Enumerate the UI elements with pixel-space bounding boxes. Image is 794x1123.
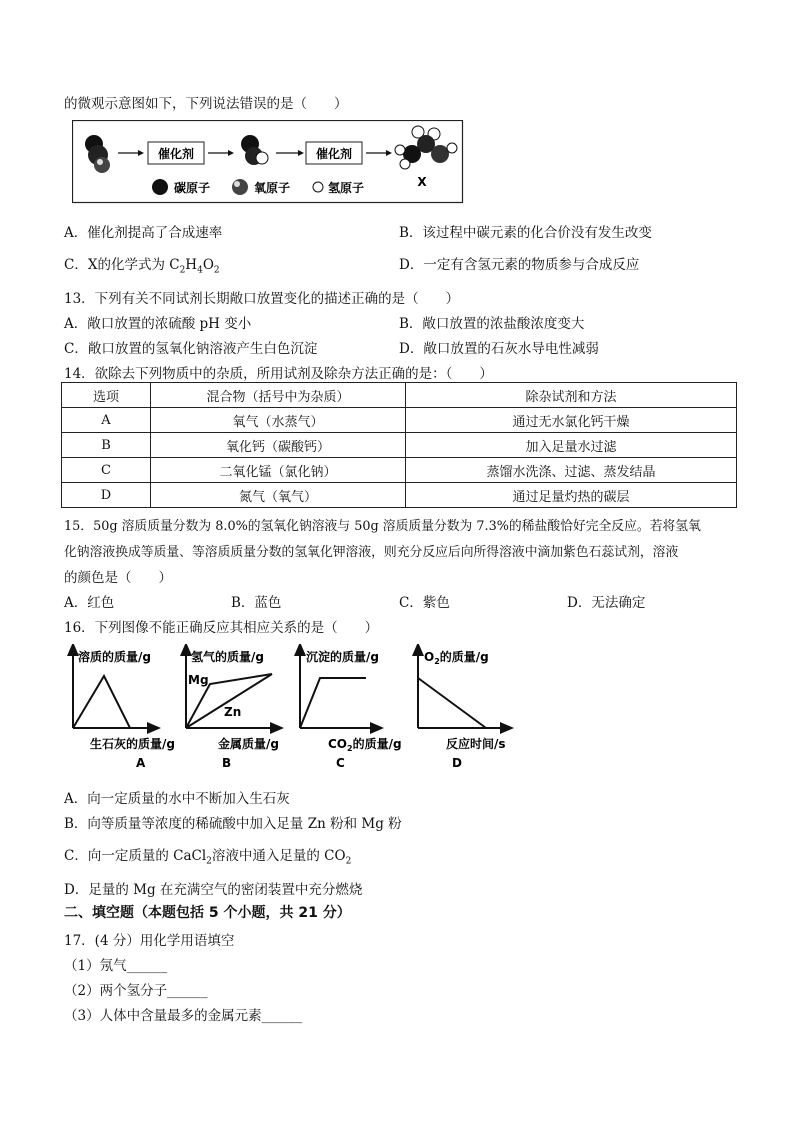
q16-option-d: D．足量的 Mg 在充满空气的密闭装置中充分燃烧 xyxy=(64,882,363,898)
table-row xyxy=(62,458,737,483)
legend-carbon: 碳原子 xyxy=(174,181,211,195)
table-cell: 氧气（水蒸气） xyxy=(151,408,406,433)
graph-b-ylabel: 氢气的质量/g xyxy=(191,650,264,664)
graph-d xyxy=(418,648,508,770)
q15-stem-line-1: 15．50g 溶质质量分数为 8.0%的氢氧化钠溶液与 50g 溶质质量分数为 7.3%的稀盐酸恰好完全反应。若将氢氧 xyxy=(64,519,701,534)
graph-c-letter: C xyxy=(336,756,345,770)
q12-stem: 的微观示意图如下，下列说法错误的是（ ） xyxy=(64,96,348,112)
q15-stem-line-3: 的颜色是（ ） xyxy=(64,570,172,586)
table-header-cell: 选项 xyxy=(62,383,151,408)
q15-option-a: A．红色 xyxy=(64,595,115,611)
q17-item-3: （3）人体中含量最多的金属元素______ xyxy=(64,1008,303,1024)
table-cell: B xyxy=(62,433,151,458)
table-cell: 加入足量水过滤 xyxy=(406,433,737,458)
table-cell: 二氧化锰（氯化钠） xyxy=(151,458,406,483)
oxygen-atom-icon xyxy=(232,179,248,195)
q15-stem-line-2: 化钠溶液换成等质量、等溶质质量分数的氢氧化钾溶液，则充分反应后向所得溶液中滴加紫色石蕊试剂，溶液 xyxy=(64,545,679,560)
graph-a-xlabel: 生石灰的质量/g xyxy=(90,737,175,751)
graph-d-ylabel: $O_2$的质量/g xyxy=(424,650,489,666)
arrow-icon xyxy=(366,150,392,156)
catalyst-label-2: 催化剂 xyxy=(315,147,353,161)
graph-b-curve-mg: Mg xyxy=(188,673,209,687)
table-cell: 蒸馏水洗涤、过滤、蒸发结晶 xyxy=(406,458,737,483)
q16-stem: 16．下列图像不能正确反应其相应关系的是（ ） xyxy=(64,620,379,636)
carbon-atom-icon xyxy=(152,179,168,195)
graph-c xyxy=(300,648,402,770)
table-header-row xyxy=(62,383,737,408)
catalyst-label-1: 催化剂 xyxy=(157,147,195,161)
legend-oxygen: 氧原子 xyxy=(254,181,291,195)
q16-graphs xyxy=(60,644,520,772)
graph-b-letter: B xyxy=(222,756,232,770)
graph-d-letter: D xyxy=(452,756,462,770)
hydrogen-atom-icon xyxy=(313,182,323,192)
table-row xyxy=(62,408,737,433)
x-label: X xyxy=(417,175,427,189)
q17-item-1: （1）氖气______ xyxy=(64,958,168,974)
table-cell: A xyxy=(62,408,151,433)
table-cell: C xyxy=(62,458,151,483)
table-row xyxy=(62,483,737,508)
molecule-co-icon xyxy=(85,135,110,173)
q13-option-a: A．敞口放置的浓硫酸 pH 变小 xyxy=(64,316,252,332)
q14-stem: 14．欲除去下列物质中的杂质，所用试剂及除杂方法正确的是：（ ） xyxy=(64,366,493,382)
table-cell: D xyxy=(62,483,151,508)
q16-option-b: B．向等质量等浓度的稀硫酸中加入足量 Zn 粉和 Mg 粉 xyxy=(64,816,402,832)
q16-option-c: C．向一定质量的 CaCl$_2$溶液中通入足量的 $CO_2$ xyxy=(64,848,352,867)
table-cell: 通过足量灼热的碳层 xyxy=(406,483,737,508)
q12-option-b: B．该过程中碳元素的化合价没有发生改变 xyxy=(399,225,652,241)
molecule-x-icon xyxy=(395,126,457,169)
table-header-cell: 除杂试剂和方法 xyxy=(406,383,737,408)
table-header-cell: 混合物（括号中为杂质） xyxy=(151,383,406,408)
q13-stem: 13．下列有关不同试剂长期敞口放置变化的描述正确的是（ ） xyxy=(64,291,460,307)
table-cell: 氧化钙（碳酸钙） xyxy=(151,433,406,458)
graph-c-xlabel: $CO_2$的质量/g xyxy=(328,737,402,753)
graph-d-xlabel: 反应时间/s xyxy=(446,737,506,751)
table-cell: 氮气（氧气） xyxy=(151,483,406,508)
graph-c-ylabel: 沉淀的质量/g xyxy=(306,650,379,664)
q13-option-c: C．敞口放置的氢氧化钠溶液产生白色沉淀 xyxy=(64,341,318,357)
q12-option-c: C．X的化学式为 $C_2H_4O_2$ xyxy=(64,257,220,276)
q15-option-c: C．紫色 xyxy=(399,595,450,611)
graph-a-ylabel: 溶质的质量/g xyxy=(78,650,151,664)
q16-option-a: A．向一定质量的水中不断加入生石灰 xyxy=(64,791,290,807)
q17-item-2: （2）两个氢分子______ xyxy=(64,983,208,999)
q12-option-d: D．一定有含氢元素的物质参与合成反应 xyxy=(399,257,640,273)
arrow-icon xyxy=(276,150,304,156)
table-row xyxy=(62,433,737,458)
q15-option-b: B．蓝色 xyxy=(231,595,282,611)
graph-a xyxy=(73,648,175,770)
graph-b-curve-zn: Zn xyxy=(224,705,242,719)
molecule-intermediate-icon xyxy=(241,135,268,165)
q17-stem: 17．(4 分）用化学用语填空 xyxy=(64,933,235,949)
arrow-icon xyxy=(118,150,144,156)
q15-option-d: D．无法确定 xyxy=(567,595,646,611)
q13-option-b: B．敞口放置的浓盐酸浓度变大 xyxy=(399,316,585,332)
section-2-title: 二、填空题（本题包括 5 个小题，共 21 分） xyxy=(64,905,351,921)
graph-a-letter: A xyxy=(136,756,146,770)
q12-option-a: A．催化剂提高了合成速率 xyxy=(64,225,223,241)
q13-option-d: D．敞口放置的石灰水导电性减弱 xyxy=(399,341,599,357)
arrow-icon xyxy=(208,150,234,156)
q14-options-table xyxy=(61,382,737,508)
table-cell: 通过无水氯化钙干燥 xyxy=(406,408,737,433)
graph-b xyxy=(186,648,279,770)
graph-b-xlabel: 金属质量/g xyxy=(218,737,279,751)
legend-hydrogen: 氢原子 xyxy=(328,181,365,195)
q12-reaction-diagram xyxy=(72,120,464,204)
